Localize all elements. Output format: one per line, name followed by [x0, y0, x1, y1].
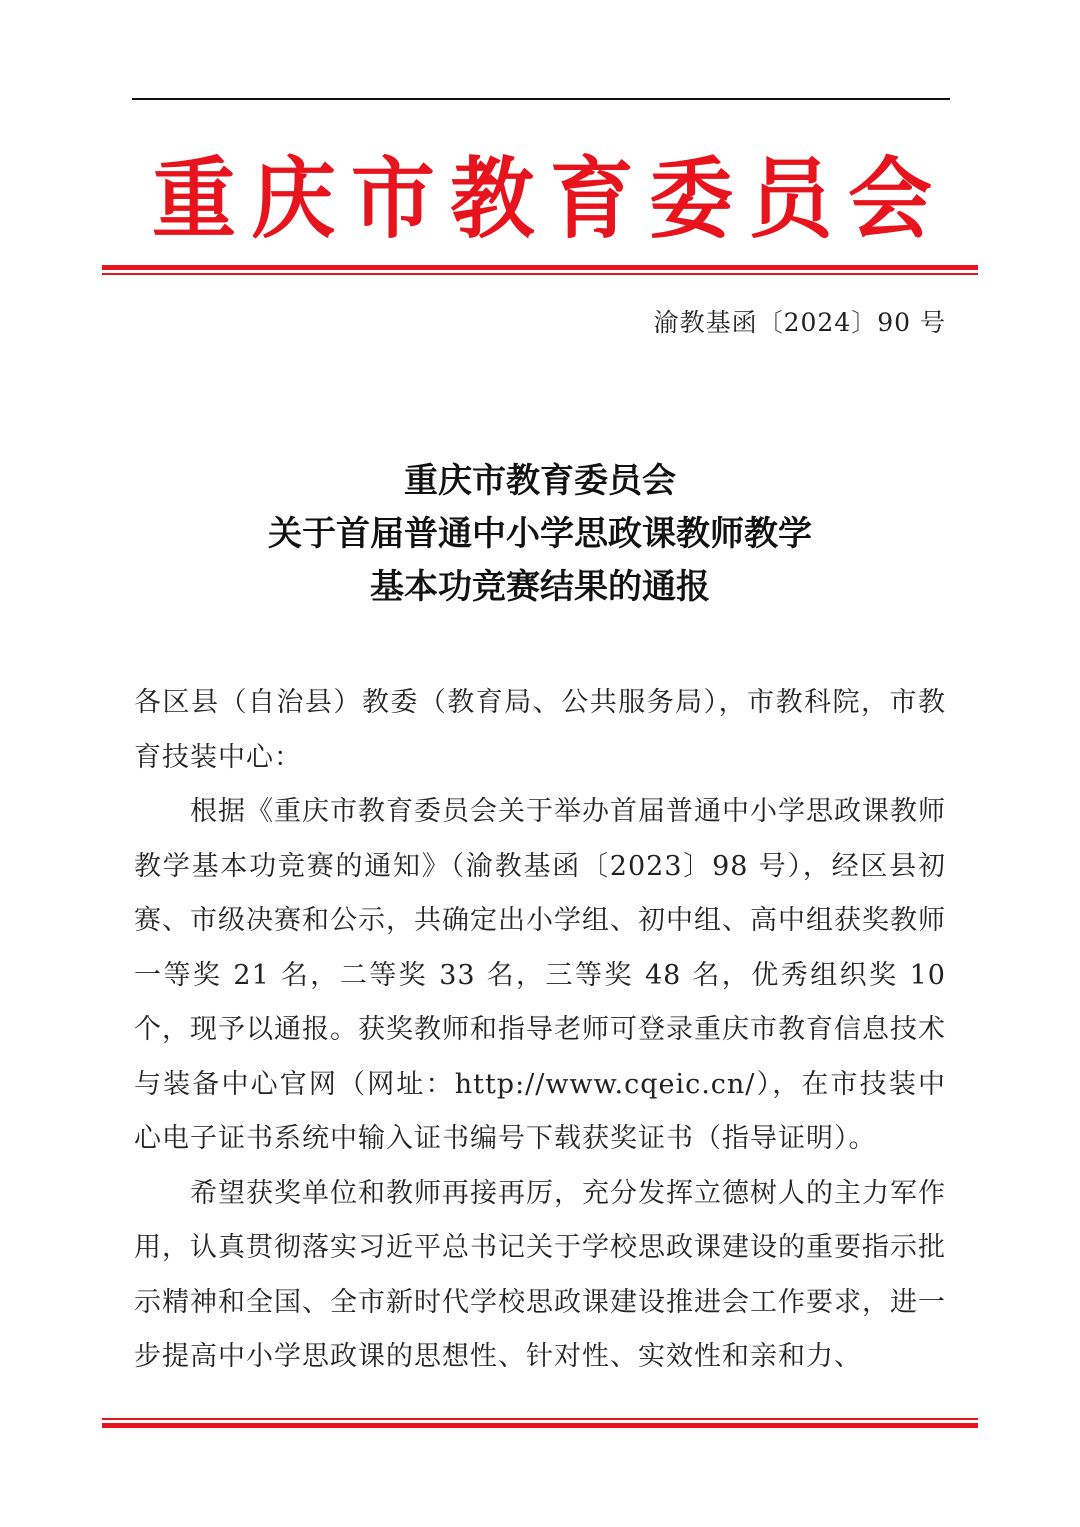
document-title	[0, 455, 1080, 614]
title-line-1: 重庆市教育委员会	[404, 461, 676, 501]
top-black-rule	[132, 98, 950, 100]
document-body	[134, 676, 946, 1385]
masthead-red-rule-thick	[102, 265, 978, 270]
masthead-red-rule-thin	[102, 273, 978, 275]
document-number: 渝教基函〔2024〕90 号	[653, 308, 946, 337]
title-line-3: 基本功竞赛结果的通报	[370, 567, 710, 607]
body-paragraph: 希望获奖单位和教师再接再厉，充分发挥立德树人的主力军作用，认真贯彻落实习近平总书记关于学校思政课建设的重要指示批示精神和全国、全市新时代学校思政课建设推进会工作要求，进一步提高中小学思政课的思想性、针对性、实效性和亲和力、	[134, 1177, 946, 1372]
masthead-char: 教	[450, 147, 535, 251]
footer-red-rule-thin	[102, 1418, 978, 1420]
salutation: 各区县（自治县）教委（教育局、公共服务局），市教科院，市教育技装中心：	[134, 687, 946, 773]
masthead-char: 会	[847, 147, 932, 251]
body-paragraph: 根据《重庆市教育委员会关于举办首届普通中小学思政课教师教学基本功竞赛的通知》（渝教基函〔2023〕98 号），经区县初赛、市级决赛和公示，共确定出小学组、初中组、高中组获奖教师一等奖 21 名，二等奖 33 名，三等奖 48 名，优秀组织奖 10 个，现予以通报。获奖教师和指导老师可登录重庆市教育信息技术与装备中心官网（网址：http://www.cqeic.cn/），在市技装中心电子证书系统中输入证书编号下载获奖证书（指导证明）。	[134, 796, 946, 1154]
masthead-char: 庆	[251, 147, 336, 251]
masthead-char: 员	[748, 147, 833, 251]
masthead-char: 市	[350, 147, 435, 251]
masthead-char: 委	[649, 147, 734, 251]
masthead-title	[152, 140, 932, 258]
masthead-char: 育	[549, 147, 634, 251]
masthead-char: 重	[152, 147, 237, 251]
title-line-2: 关于首届普通中小学思政课教师教学	[268, 514, 812, 554]
footer-red-rule-thick	[102, 1423, 978, 1428]
